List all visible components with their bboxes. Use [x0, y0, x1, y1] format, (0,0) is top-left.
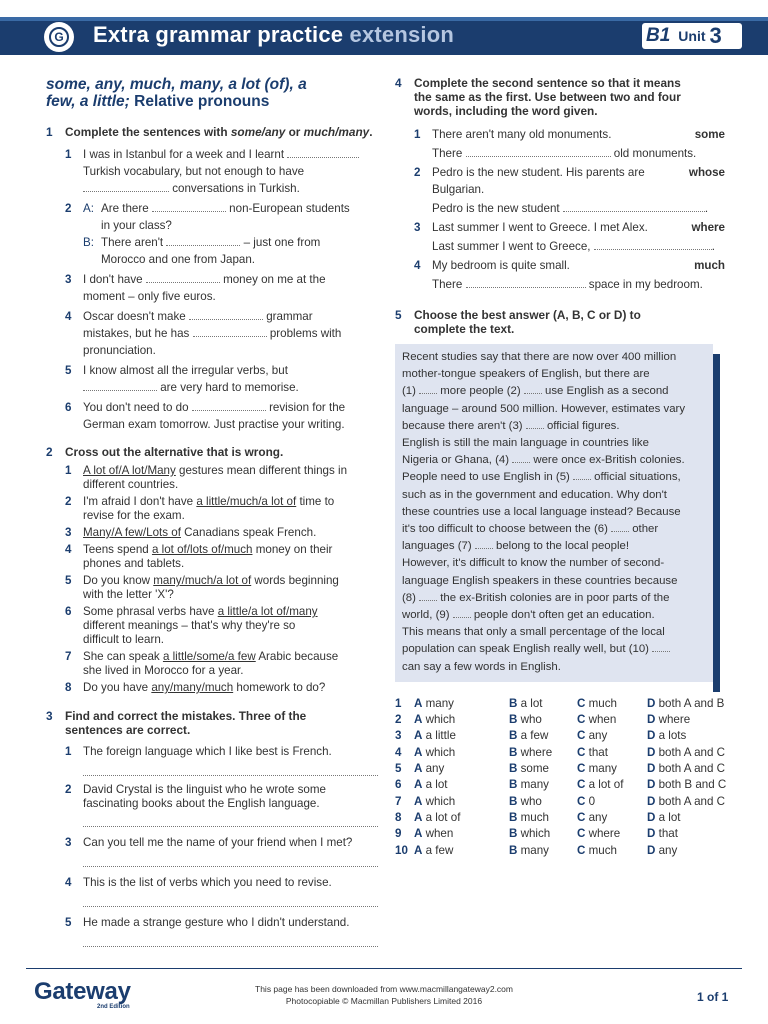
answer-line[interactable]: [83, 946, 378, 947]
answer-blank[interactable]: [146, 273, 220, 283]
answer-blank[interactable]: [83, 182, 169, 192]
list-item: 1 A lot of/A lot/Many gestures mean different things in different countries.: [65, 464, 348, 491]
answer-blank[interactable]: [524, 384, 542, 394]
list-item: 4 Oscar doesn't make grammar mistakes, but he has problems with pronunciation.: [65, 310, 342, 357]
list-item: 4 Teens spend a lot of/lots of/much money on their phones and tablets.: [65, 543, 333, 570]
list-item: 7 She can speak a little/some/a few Arabic because she lived in Morocco for a year.: [65, 650, 339, 677]
list-item: 1 I was in Istanbul for a week and I learnt Turkish vocabulary, but not enough to have conversations in Turkish.: [46, 146, 378, 197]
list-item: 2 Pedro is the new student. His parents are whose Bulgarian. Pedro is the new student .: [414, 166, 725, 215]
answer-blank[interactable]: [475, 539, 493, 549]
unit-badge: [642, 23, 742, 49]
exercise-1-heading: 1 Complete the sentences with some/any or much/many.: [46, 125, 373, 139]
page-header: [0, 17, 768, 55]
answer-blank[interactable]: [466, 147, 611, 157]
key-word: much: [694, 259, 725, 272]
answer-blank[interactable]: [419, 384, 437, 394]
footer-divider: [26, 968, 742, 969]
answer-blank[interactable]: [287, 148, 359, 158]
list-item: 6 Some phrasal verbs have a little/a lot of/many different meanings – that's why they're so difficult to learn.: [65, 605, 318, 646]
answer-options-grid: 1 A many B a lot C much D both A and B 2 A which B who C when D where 3 A a little B a few C any D a lots 4 A which B where C that D both A and C 5 A any B some C many D both A and C 6 A a lot B many C a lot of D both B and C 7 A which B who C 0 D both A and C 8 A a lot of B much C any D a lot 9 A when B which C where D that 10 A a few B many C much D any: [395, 696, 727, 857]
exercise-5-heading: 5 Choose the best answer (A, B, C or D) to complete the text.: [395, 308, 641, 336]
answer-line[interactable]: [83, 866, 378, 867]
list-item: 6 You don't need to do revision for the German exam tomorrow. Just practise your writing.: [65, 401, 346, 431]
copyright-note: Photocopiable © Macmillan Publishers Limited 2016: [285, 996, 483, 1006]
unit-number: 3: [709, 23, 722, 48]
answer-blank[interactable]: [83, 381, 157, 391]
exercise-2-heading: 2 Cross out the alternative that is wrong.: [46, 445, 284, 459]
unit-label: Unit: [678, 28, 706, 44]
answer-line[interactable]: [83, 906, 378, 907]
list-item: 1 The foreign language which I like best is French.: [65, 745, 332, 758]
list-item: 3 I don't have money on me at the moment – only five euros.: [65, 273, 326, 303]
gateway-logo: Gateway: [34, 978, 131, 1005]
answer-blank[interactable]: [611, 522, 629, 532]
answer-blank[interactable]: [652, 642, 670, 652]
left-column: [46, 76, 378, 947]
list-item: 2 A: Are there non-European students in your class? B: There aren't – just one from Morocco and one from Japan.: [65, 202, 350, 266]
gear-icon: G: [44, 22, 74, 52]
list-item: 3 Last summer I went to Greece. I met Alex. where Last summer I went to Greece, .: [414, 221, 725, 253]
answer-line[interactable]: [83, 775, 378, 776]
answer-blank[interactable]: [152, 202, 226, 212]
answer-blank[interactable]: [512, 453, 530, 463]
answer-line[interactable]: [83, 826, 378, 827]
page-footer: [0, 968, 768, 1024]
list-item: 5 I know almost all the irregular verbs, but are very hard to memorise.: [65, 364, 299, 394]
list-item: 2 David Crystal is the linguist who he wrote some fascinating books about the English language.: [65, 783, 326, 810]
list-item: 3 Can you tell me the name of your friend when I met?: [65, 836, 353, 849]
answer-blank[interactable]: [594, 240, 712, 250]
exercise-4-heading: 4 Complete the second sentence so that it means the same as the first. Use between two and four words, including the word given.: [395, 76, 681, 118]
key-word: some: [694, 128, 725, 141]
download-note: This page has been downloaded from www.macmillangateway2.com: [255, 984, 513, 994]
list-item: 2 I'm afraid I don't have a little/much/a lot of time to revise for the exam.: [65, 495, 335, 522]
key-word: where: [691, 221, 725, 234]
page-number: 1 of 1: [697, 990, 729, 1004]
page-title: Extra grammar practice extension: [93, 22, 455, 47]
answer-blank[interactable]: [563, 202, 705, 212]
key-word: whose: [688, 166, 725, 179]
box-shadow: [713, 354, 720, 692]
answer-blank[interactable]: [189, 310, 263, 320]
list-item: 5 He made a strange gesture who I didn't understand.: [65, 916, 350, 929]
list-item: 5 Do you know many/much/a lot of words beginning with the letter 'X'?: [65, 574, 339, 601]
right-column: [395, 76, 725, 859]
answer-blank[interactable]: [453, 608, 471, 618]
level-label: B1: [646, 25, 671, 46]
list-item: 1 There aren't many old monuments. some There old monuments.: [414, 128, 725, 160]
answer-blank[interactable]: [526, 419, 544, 429]
reading-text-box: Recent studies say that there are now over 400 million mother-tongue speakers of English, but there are (1) more people (2) use English as a second language – around 500 million. However, estimates vary because there aren't (3) official figures. English is still the main language in countries like Nigeria or Ghana, (4) were once ex-British colonies. People need to use English in (5) official situations, such as in the government and education. Why don't these countries use a local language instead? Because it's too difficult to choose between the (6) other languages (7) belong to the local people! However, it's difficult to know the number of second- language English speakers in these countries because (8) the ex-British colonies are in poor parts of the world, (9) people don't often get an education. This means that only a small percentage of the local population can speak English really well, but (10) can say a few words in English.: [395, 344, 713, 682]
header-stripe: [0, 17, 768, 21]
list-item: 4 My bedroom is quite small. much There space in my bedroom.: [414, 259, 725, 291]
section-title: some, any, much, many, a lot (of), a few, a little; Relative pronouns: [46, 76, 307, 110]
exercise-3-heading: 3 Find and correct the mistakes. Three of the sentences are correct.: [46, 709, 307, 737]
list-item: 4 This is the list of verbs which you need to revise.: [65, 876, 332, 889]
edition-label: 2nd Edition: [97, 1004, 130, 1010]
list-item: 3 Many/A few/Lots of Canadians speak French.: [65, 526, 317, 539]
list-item: 8 Do you have any/many/much homework to do?: [65, 681, 326, 694]
answer-blank[interactable]: [573, 470, 591, 480]
answer-blank[interactable]: [466, 278, 586, 288]
answer-blank[interactable]: [166, 236, 240, 246]
answer-blank[interactable]: [192, 401, 266, 411]
answer-blank[interactable]: [419, 591, 437, 601]
answer-blank[interactable]: [193, 327, 267, 337]
